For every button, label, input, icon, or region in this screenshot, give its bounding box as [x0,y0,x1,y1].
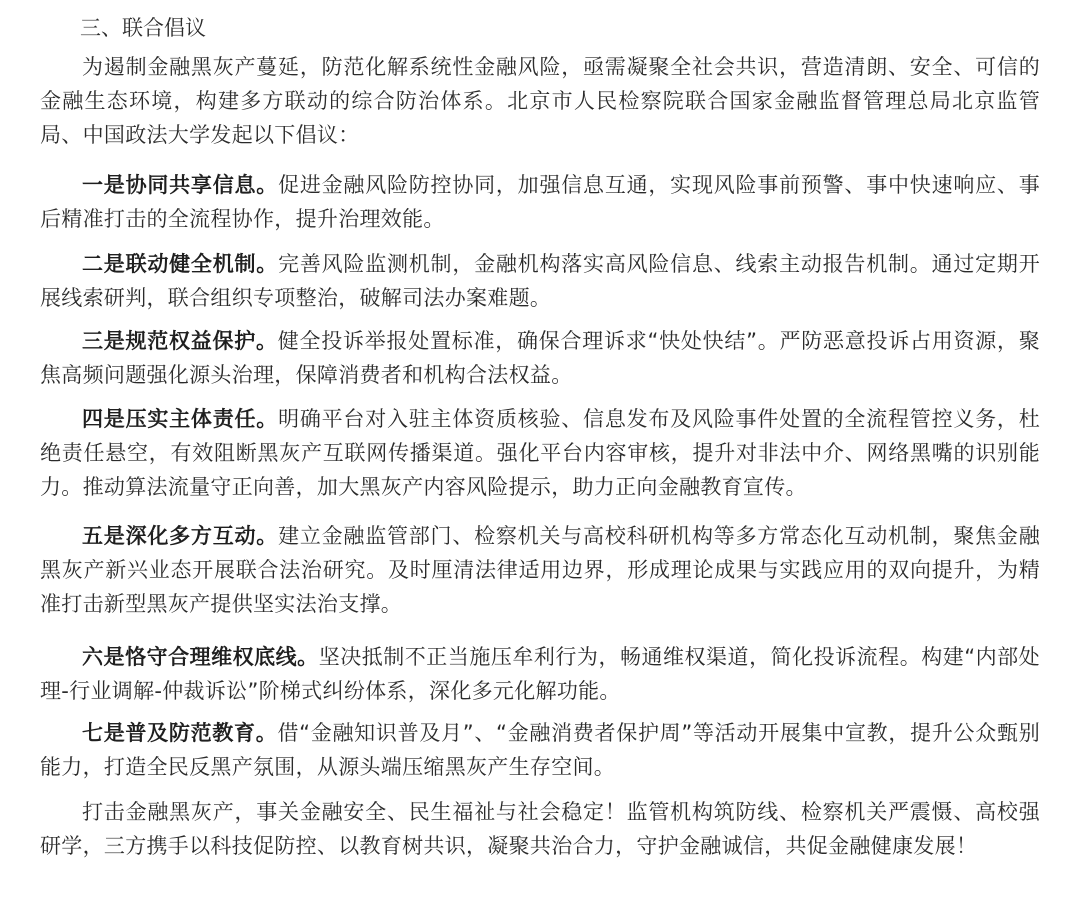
closing-paragraph: 打击金融黑灰产，事关金融安全、民生福祉与社会稳定！监管机构筑防线、检察机关严震慑、高校强研学，三方携手以科技促防控、以教育树共识，凝聚共治合力，守护金融诚信，共促金融健康发展！ [40,800,1040,858]
initiative-lead-6: 六是恪守合理维权底线。 [82,645,319,669]
initiative-lead-4: 四是压实主体责任。 [82,407,279,431]
initiative-body-4: 明确平台对入驻主体资质核验、信息发布及风险事件处置的全流程管控义务，杜绝责任悬空，有效阻断黑灰产互联网传播渠道。强化平台内容审核，提升对非法中介、网络黑嘴的识别能力。推动算法流量守正向善，加大黑灰产内容风险提示，助力正向金融教育宣传。 [40,407,1041,499]
intro-paragraph: 为遏制金融黑灰产蔓延，防范化解系统性金融风险，亟需凝聚全社会共识，营造清朗、安全、可信的金融生态环境，构建多方联动的综合防治体系。北京市人民检察院联合国家金融监督管理总局北京监管局、中国政法大学发起以下倡议： [40,55,1040,147]
initiative-lead-5: 五是深化多方互动。 [82,524,279,548]
initiative-paragraph-6 [40,640,1040,708]
initiative-lead-7: 七是普及防范教育。 [82,721,278,745]
initiative-body-1: 促进金融风险防控协同，加强信息互通，实现风险事前预警、事中快速响应、事后精准打击的全流程协作，提升治理效能。 [40,173,1041,231]
initiative-paragraph-4 [40,402,1040,504]
initiative-paragraph-3 [40,324,1040,392]
initiative-paragraph-5 [40,519,1040,621]
initiative-lead-1: 一是协同共享信息。 [82,173,279,197]
initiative-paragraph-7 [40,716,1040,784]
initiative-paragraph-1 [40,168,1040,236]
initiative-body-7: 借“金融知识普及月”、“金融消费者保护周”等活动开展集中宣教，提升公众甄别能力，打造全民反黑产氛围，从源头端压缩黑灰产生存空间。 [40,721,1040,779]
initiative-body-6: 坚决抵制不正当施压牟利行为，畅通维权渠道，简化投诉流程。构建“内部处理-行业调解-仲裁诉讼”阶梯式纠纷体系，深化多元化解功能。 [40,645,1040,703]
initiative-lead-2: 二是联动健全机制。 [82,252,279,276]
initiative-body-2: 完善风险监测机制，金融机构落实高风险信息、线索主动报告机制。通过定期开展线索研判，联合组织专项整治，破解司法办案难题。 [40,252,1041,310]
initiative-lead-3: 三是规范权益保护。 [82,329,278,353]
section-title: 三、联合倡议 [80,16,206,40]
initiative-body-5: 建立金融监管部门、检察机关与高校科研机构等多方常态化互动机制，聚焦金融黑灰产新兴业态开展联合法治研究。及时厘清法律适用边界，形成理论成果与实践应用的双向提升，为精准打击新型黑灰产提供坚实法治支撑。 [40,524,1041,616]
initiative-paragraph-2 [40,247,1040,315]
initiative-body-3: 健全投诉举报处置标准，确保合理诉求“快处快结”。严防恶意投诉占用资源，聚焦高频问题强化源头治理，保障消费者和机构合法权益。 [40,329,1041,387]
